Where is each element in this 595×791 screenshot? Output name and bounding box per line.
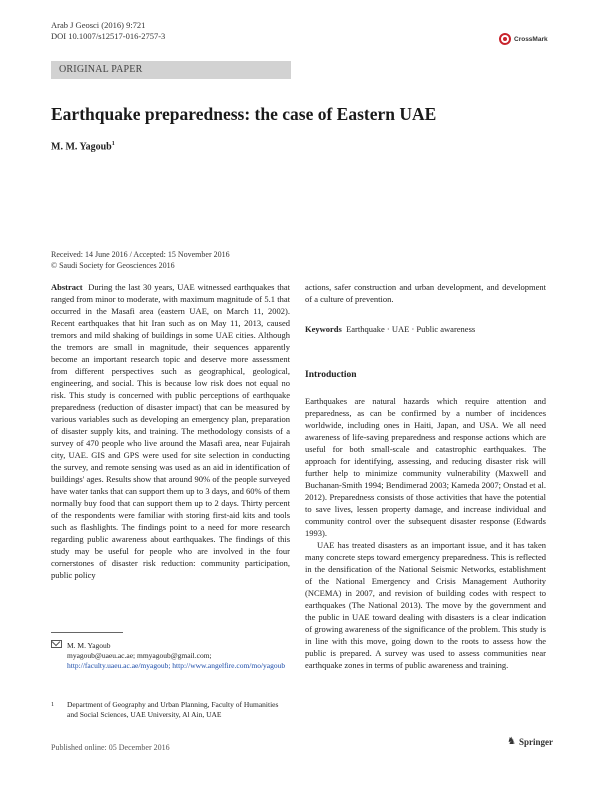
abstract-block xyxy=(51,281,290,581)
introduction-body xyxy=(305,395,546,671)
correspondence-name: M. M. Yagoub xyxy=(67,641,111,650)
article-type-label: ORIGINAL PAPER xyxy=(59,64,143,75)
envelope-icon xyxy=(51,640,62,648)
abstract-continued: actions, safer construction and urban development, and development of a culture of prevention. xyxy=(305,282,546,304)
article-dates xyxy=(51,249,230,271)
introduction-heading: Introduction xyxy=(305,370,357,380)
keywords-text: Earthquake · UAE · Public awareness xyxy=(346,324,476,334)
affiliation-number: 1 xyxy=(51,701,55,708)
author-name[interactable]: M. M. Yagoub xyxy=(51,141,112,153)
abstract-text: During the last 30 years, UAE witnessed earthquakes that ranged from minor to moderate, with maximum magnitude of 5.1 that occurred in the Masafi area (eastern UAE, on March 11, 2002). Recent earthquakes that hit Iran such as on May 11, 2013, caused tremors and mild shaking of buildings in some UAE cities. Although the tremors are small in magnitude, their sequences apparently become an important research topic and deserve more assessment from different perspectives such as geographical, geological, engineering, and social. This is because low risk does not equal no risk. This study is concerned with public perceptions of earthquake preparedness (reduction of disaster impact) that can be measured by various variables such as developing an emergency plan, preparation of disaster supply kits, and training. The methodology consists of a survey of 470 people who live around the Masafi area, near Fujairah city, UAE. GIS and GPS were used for site selection in conducting the survey, and remote sensing was used as an aid in identification of buildings' ages. Results show that around 90% of the people surveyed have water tanks that can support them up to 3 days, and 60% of them normally buy food that can support them up to 2 days. Thirty percent of the respondents were familiar with storing first-aid kits and tools such as flashlights. The findings point to a need for more research regarding public awareness about earthquakes. The findings of this study may be useful for people who are involved in the four cornerstones of disaster risk reduction: community participation, public policy xyxy=(51,282,290,580)
footnote-divider xyxy=(51,632,123,633)
journal-reference xyxy=(51,20,165,42)
correspondence-links[interactable]: http://faculty.uaeu.ac.ae/myagoub; http://www.angelfire.com/mo/yagoub xyxy=(67,661,286,670)
keywords-heading: Keywords xyxy=(305,324,342,334)
author-affiliation-marker[interactable]: 1 xyxy=(111,141,115,147)
keywords-line xyxy=(305,323,546,335)
intro-paragraph-1: Earthquakes are natural hazards which require attention and preparedness, as can be confirmed by a number of incidences worldwide, including ones in Haiti, Japan, and USA. We all need awareness of life-saving preparedness and response actions which are useful for both small-scale and catastrophic earthquakes. The approach for identifying, assessing, and reducing disaster risk will further help to minimize community vulnerability (Maxwell and Buchanan-Smith 1994; Bendimerad 2003; Kameda 2007; Onstad et al. 2012). Preparedness consists of those activities that have the potential to save lives, lessen property damage, and increase individual and community control over the subsequent disaster response (Edwards 1993). xyxy=(305,396,546,538)
received-accepted: Received: 14 June 2016 / Accepted: 15 November 2016 xyxy=(51,250,230,259)
correspondence-block xyxy=(51,640,291,671)
crossmark-label: CrossMark xyxy=(514,35,548,43)
springer-horse-icon: ♞ xyxy=(507,736,516,747)
crossmark-icon xyxy=(499,33,511,45)
published-online: Published online: 05 December 2016 xyxy=(51,743,170,752)
paper-title: Earthquake preparedness: the case of Eastern UAE xyxy=(51,104,437,124)
abstract-heading: Abstract xyxy=(51,282,83,292)
springer-logo xyxy=(507,736,553,747)
correspondence-emails[interactable]: myagoub@uaeu.ac.ae; mmyagoub@gmail.com; xyxy=(67,651,212,660)
crossmark-badge[interactable] xyxy=(499,32,549,46)
springer-label: Springer xyxy=(518,736,553,747)
journal-doi[interactable]: DOI 10.1007/s12517-016-2757-3 xyxy=(51,31,166,41)
affiliation-block xyxy=(51,700,291,720)
copyright: © Saudi Society for Geosciences 2016 xyxy=(51,261,175,270)
author-line xyxy=(51,141,115,152)
intro-paragraph-2: UAE has treated disasters as an important issue, and it has taken many concrete steps toward emergency preparedness. This is reflected in the densification of the National Seismic Networks, establishment of the National Emergency and Crisis Management Authority (NCEMA) in 2007, and revision of building codes with respect to earthquakes (The National 2013). The move by the government and the public in UAE toward dealing with disasters is a clear indication of growing awareness of the significance of the problem. This study is in line with this move, going down to the roots to assess how the public is prepared. A survey was used to assess communities near earthquake zones in terms of public awareness and training. xyxy=(305,540,546,670)
journal-citation: Arab J Geosci (2016) 9:721 xyxy=(51,20,146,30)
article-type-banner xyxy=(51,61,291,79)
affiliation-text: Department of Geography and Urban Planning, Faculty of Humanities and Social Sciences, UAE University, Al Ain, UAE xyxy=(67,700,279,719)
